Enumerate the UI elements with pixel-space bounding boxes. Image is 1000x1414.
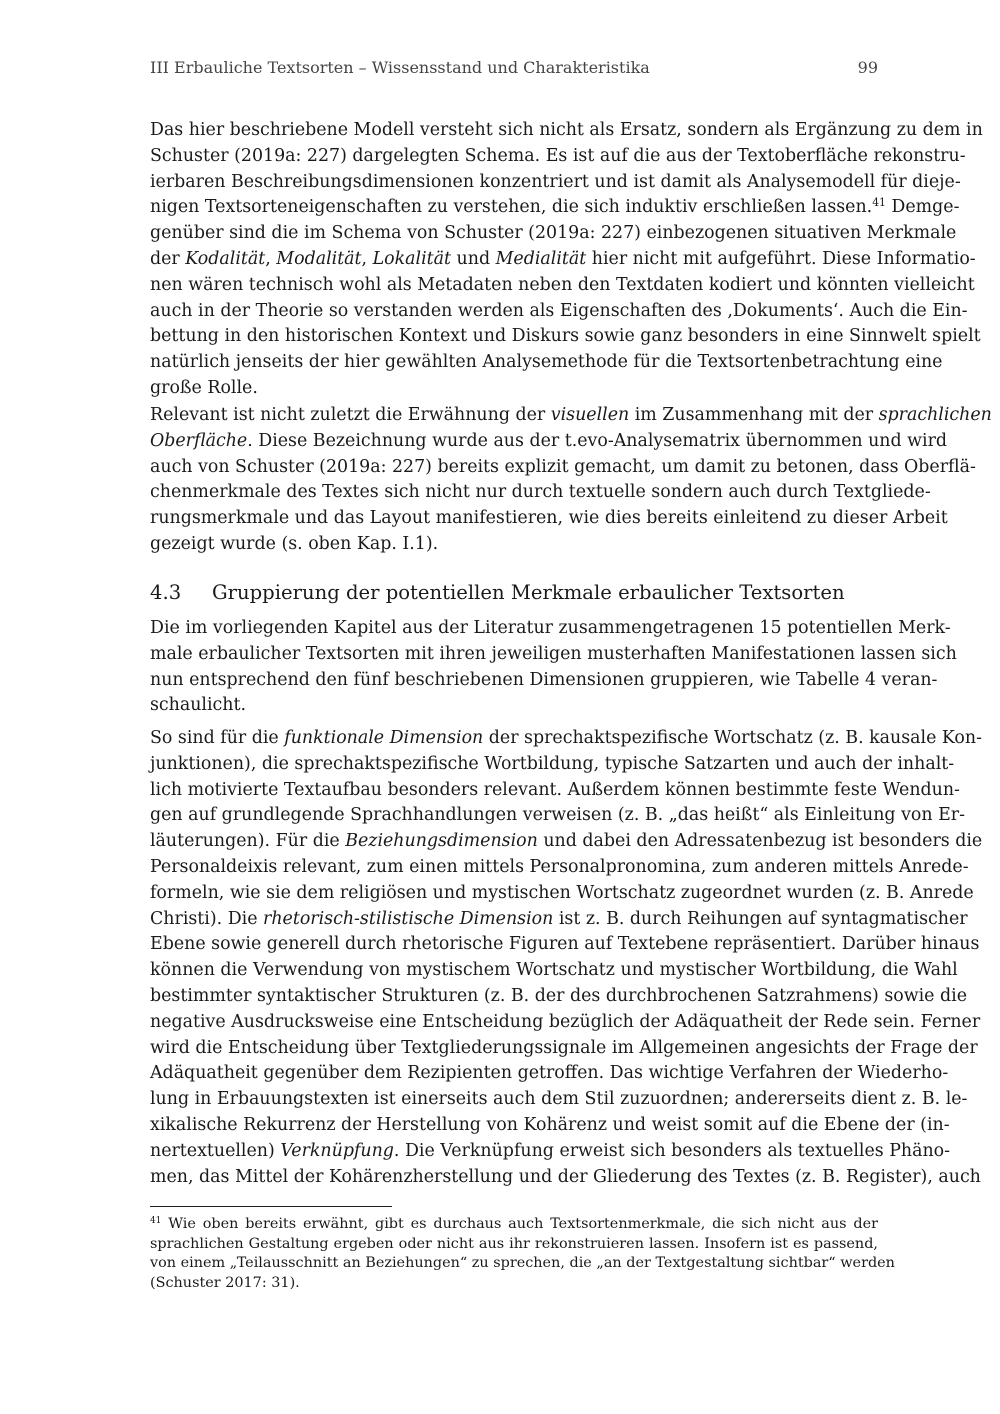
text-line: ierbaren Beschreibungsdimensionen konzentriert und ist damit als Analysemodell für dieje- [150,171,961,192]
footnote-line: $^{41}$ Wie oben bereits erwähnt, gibt es durchaus auch Textsortenmerkmale, die sich nicht aus der [150,1216,878,1232]
text-line: natürlich jenseits der hier gewählten Analysemethode für die Textsortenbetrachtung eine [150,352,943,373]
text-line: auch von Schuster (2019a: 227) bereits explizit gemacht, um damit zu betonen, dass Oberflä- [150,456,976,477]
paragraph-grouping-intro [150,616,957,719]
footnote-line: von einem „Teilausschnitt an Beziehungen“ zu sprechen, die „an der Textgestaltung sichtbar“ werden [150,1255,895,1271]
text-line: Personaldeixis relevant, zum einen mittels Personalpronomina, zum anderen mittels Anrede- [150,856,969,877]
text-line: gezeigt wurde (s. oben Kap. I.1). [150,533,439,554]
text-line: junktionen), die sprechaktspezifische Wortbildung, typische Satzarten und auch der inhalt- [150,753,955,774]
text-line: große Rolle. [150,377,258,398]
footnote-line: sprachlichen Gestaltung ergeben oder nicht aus ihr rekonstruieren lassen. Insofern ist es passend, [150,1235,878,1252]
text-line: nun entsprechend den fünf beschriebenen Dimensionen gruppieren, wie Tabelle 4 veran- [150,669,938,690]
footnote-marker: 41 [150,1216,162,1227]
paragraph-dimensions [150,726,983,1190]
text-line: bestimmter syntaktischer Strukturen (z. B. der des durchbrochenen Satzrahmens) sowie die [150,985,967,1006]
footnote-reference: 41 [872,196,886,210]
running-header [150,58,878,82]
text-line: schaulicht. [150,695,247,716]
text-line: auch in der Theorie so verstanden werden als Eigenschaften des ‚Dokuments‘. Auch die Ein- [150,300,968,321]
text-line: bettung in den historischen Kontext und Diskurs sowie ganz besonders in eine Sinnwelt spielt [150,326,981,347]
paragraph-visual-surface [150,403,992,558]
page-number: 99 [857,58,878,77]
text-line: nertextuellen) Verknüpfung. Die Verknüpfung erweist sich besonders als textuelles Phäno- [150,1140,951,1161]
text-line: rungsmerkmale und das Layout manifestieren, wie dies bereits einleitend zu dieser Arbeit [150,508,948,529]
paragraph-model-description [150,118,983,402]
text-line: Adäquatheit gegenüber dem Rezipienten getroffen. Das wichtige Verfahren der Wiederho- [150,1063,949,1084]
running-title: III Erbauliche Textsorten – Wissensstand und Charakteristika [150,58,650,77]
text-line: xikalische Rekurrenz der Herstellung von Kohärenz und weist somit auf die Ebene der (in- [150,1114,950,1135]
text-line: Ebene sowie generell durch rhetorische Figuren auf Textebene repräsentiert. Darüber hinaus [150,934,980,955]
section-title: Gruppierung der potentiellen Merkmale erbaulicher Textsorten [212,581,845,604]
text-line: genüber sind die im Schema von Schuster (2019a: 227) einbezogenen situativen Merkmale [150,223,957,244]
text-line: chenmerkmale des Textes sich nicht nur durch textuelle sondern auch durch Textgliede- [150,482,931,503]
text-line: nigen Textsorteneigenschaften zu verstehen, die sich induktiv erschließen lassen.$^{41}$ Demge- [150,196,960,218]
section-heading [150,579,878,607]
footnote [150,1215,895,1293]
text-line: Schuster (2019a: 227) dargelegten Schema. Es ist auf die aus der Textoberfläche rekonstru- [150,145,966,166]
text-line: läuterungen). Für die Beziehungsdimension und dabei den Adressatenbezug ist besonders die [150,831,983,852]
text-line: wird die Entscheidung über Textgliederungssignale im Allgemeinen angesichts der Frage der [150,1037,978,1058]
text-line: Relevant ist nicht zuletzt die Erwähnung der visuellen im Zusammenhang mit der sprachlichen [150,405,992,425]
footnote-divider [150,1206,392,1207]
text-line: negative Ausdrucksweise eine Entscheidung bezüglich der Adäquatheit der Rede sein. Ferner [150,1011,981,1032]
text-line: lich motivierte Textaufbau besonders relevant. Außerdem können bestimmte feste Wendun- [150,779,960,800]
section-number: 4.3 [150,581,182,604]
text-line: So sind für die funktionale Dimension der sprechaktspezifische Wortschatz (z. B. kausale Kon- [150,728,982,748]
text-line: Oberfläche. Diese Bezeichnung wurde aus der t.evo-Analysematrix übernommen und wird [150,430,948,451]
text-line: Das hier beschriebene Modell versteht sich nicht als Ersatz, sondern als Ergänzung zu dem in [150,120,983,140]
text-line: men, das Mittel der Kohärenzherstellung und der Gliederung des Textes (z. B. Register), auch [150,1166,981,1187]
text-line: formeln, wie sie dem religiösen und mystischen Wortschatz zugeordnet wurden (z. B. Anrede [150,882,974,903]
text-line: lung in Erbauungstexten ist einerseits auch dem Stil zuzuordnen; andererseits dient z. B. le- [150,1089,968,1110]
text-line: nen wären technisch wohl als Metadaten neben den Textdaten kodiert und könnten vielleicht [150,274,975,295]
text-line: können die Verwendung von mystischem Wortschatz und mystischer Wortbildung, die Wahl [150,960,958,981]
text-line: Christi). Die rhetorisch-stilistische Dimension ist z. B. durch Reihungen auf syntagmatischer [150,908,968,929]
text-line: gen auf grundlegende Sprachhandlungen verweisen (z. B. „das heißt“ als Einleitung von Er- [150,805,965,826]
footnote-line: (Schuster 2017: 31). [150,1274,300,1291]
text-line: der Kodalität, Modalität, Lokalität und Medialität hier nicht mit aufgeführt. Diese Informatio- [150,248,976,269]
text-line: Die im vorliegenden Kapitel aus der Literatur zusammengetragenen 15 potentiellen Merk- [150,618,951,638]
text-line: male erbaulicher Textsorten mit ihren jeweiligen musterhaften Manifestationen lassen sich [150,643,957,664]
